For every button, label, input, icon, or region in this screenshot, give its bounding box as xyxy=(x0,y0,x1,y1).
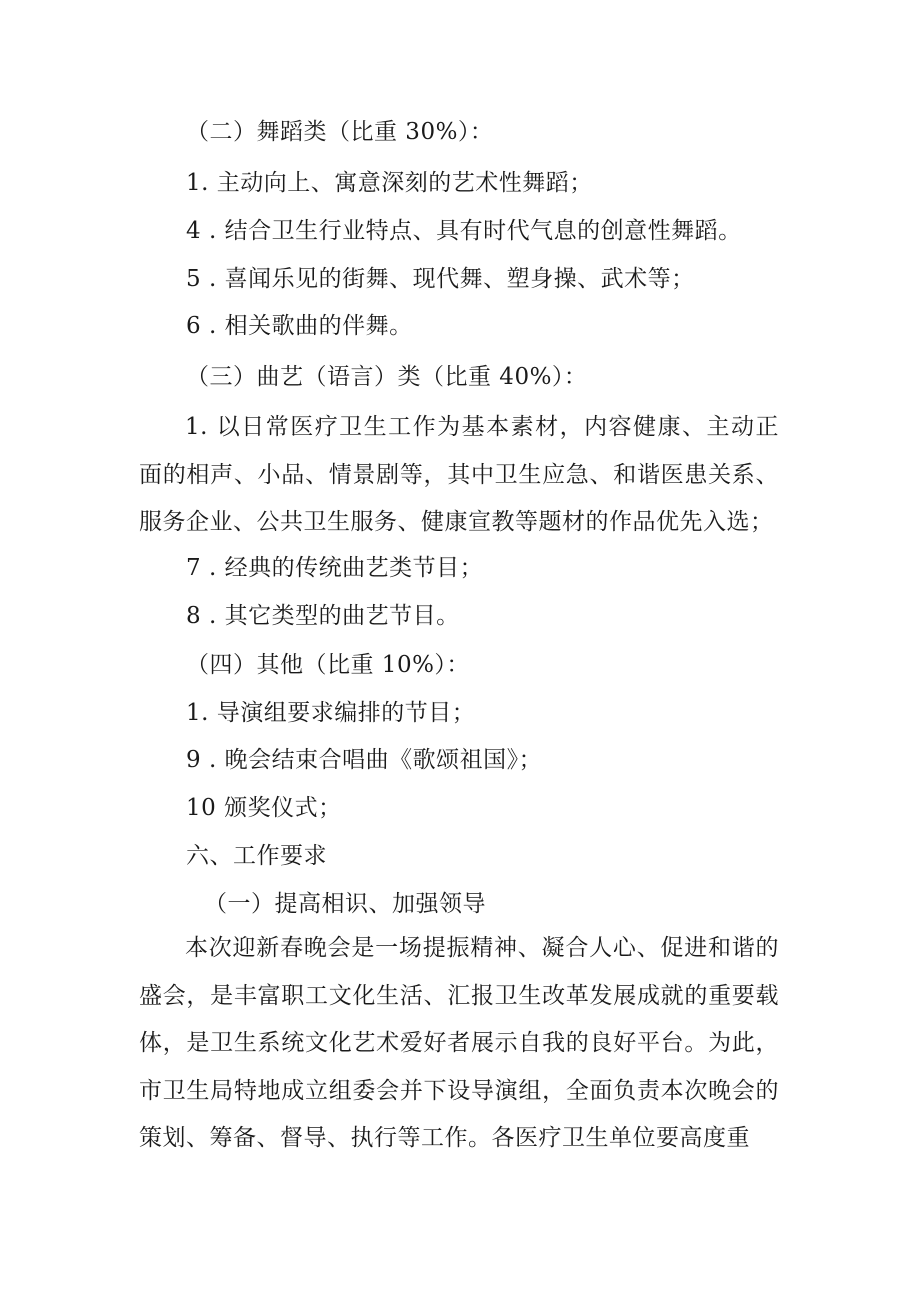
list-item: 4 . 结合卫生行业特点、具有时代气息的创意性舞蹈。 xyxy=(186,218,742,244)
list-item: 5 . 喜闻乐见的街舞、现代舞、塑身操、武术等； xyxy=(186,266,695,292)
body-paragraph: 本次迎新春晚会是一场提振精神、凝合人心、促进和谐的盛会，是丰富职工文化生活、汇报卫生改革发展成就的重要载体，是卫生系统文化艺术爱好者展示自我的良好平台。为此，市卫生局特地成立组委会并下设导演组，全面负责本次晚会的策划、筹备、督导、执行等工作。各医疗卫生单位要高度重 xyxy=(139,935,779,1151)
list-item: 1. 导演组要求编排的节目； xyxy=(186,700,476,726)
section-heading-other: （四）其他（比重 10%）： xyxy=(186,652,470,678)
section-heading-quyi: （三）曲艺（语言）类（比重 40%）： xyxy=(186,364,588,390)
list-item: 9 . 晚会结束合唱曲《歌颂祖国》； xyxy=(186,747,543,773)
list-item: 7 . 经典的传统曲艺类节目； xyxy=(186,555,484,581)
subsection-heading: （一）提高相识、加强领导 xyxy=(204,891,486,917)
list-item: 10 颁奖仪式； xyxy=(186,795,342,821)
section-heading-dance: （二）舞蹈类（比重 30%）： xyxy=(186,119,494,145)
list-item-paragraph: 1. 以日常医疗卫生工作为基本素材，内容健康、主动正面的相声、小品、情景剧等，其中卫生应急、和谐医患关系、服务企业、公共卫生服务、健康宣教等题材的作品优先入选； xyxy=(139,414,779,535)
list-item: 1. 主动向上、寓意深刻的艺术性舞蹈； xyxy=(186,170,593,196)
list-item: 6 . 相关歌曲的伴舞。 xyxy=(186,313,413,339)
section-heading-work-requirements: 六、工作要求 xyxy=(186,843,327,869)
list-item: 8 . 其它类型的曲艺节目。 xyxy=(186,603,460,629)
